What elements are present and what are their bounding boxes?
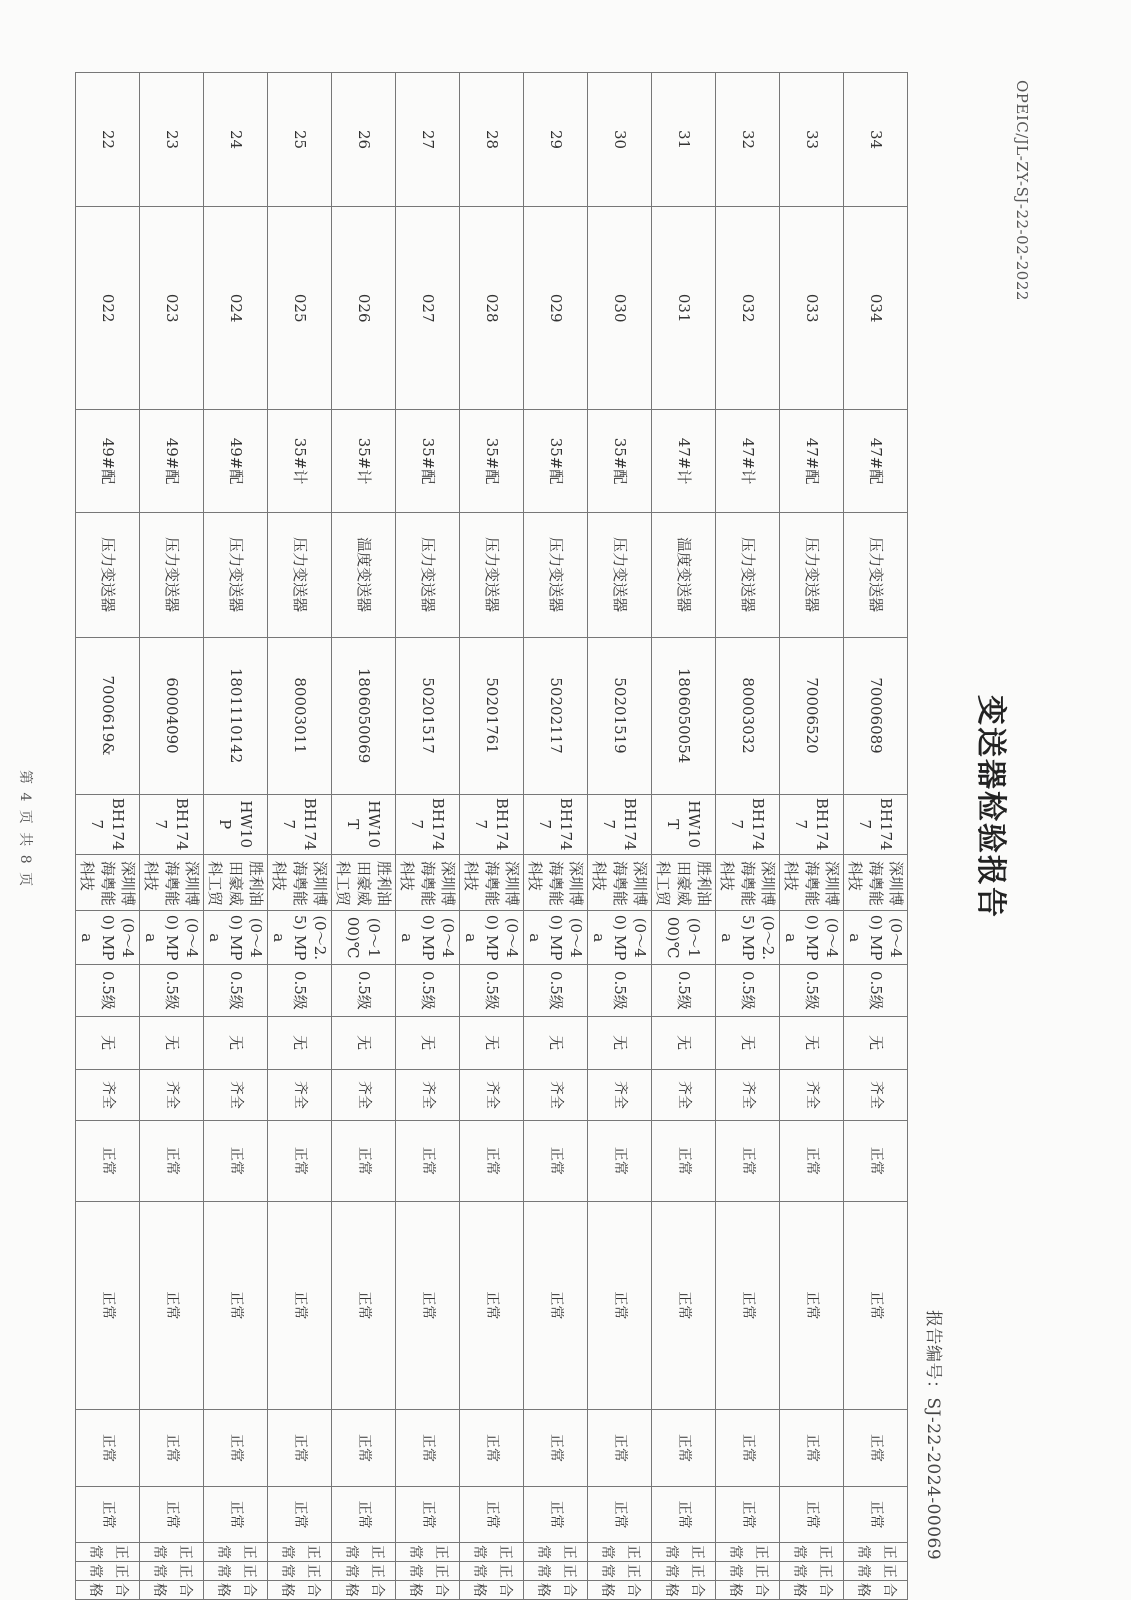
cell-maker: 胜利油田豪威科工贸 [204,854,268,910]
cell-serial: 60004090 [140,637,204,794]
cell-check-result: 合格 [524,1581,588,1600]
cell-model: BH1747 [524,794,588,854]
cell-defect: 无 [588,1016,652,1069]
cell-check-result: 正常 [332,1201,396,1409]
cell-grade: 0.5级 [76,965,140,1016]
cell-check-result: 齐全 [652,1069,716,1120]
cell-check-result: 齐全 [396,1069,460,1120]
cell-check-result: 正常 [652,1543,716,1562]
cell-type: 压力变送器 [140,512,204,637]
cell-check-result: 正常 [460,1120,524,1201]
table-row [780,73,844,1600]
cell-no: 28 [460,73,524,207]
cell-check-result: 正常 [204,1409,268,1486]
table-row [460,73,524,1600]
cell-range: (0～40) MPa [204,911,268,965]
document-code: OPEIC/JL-ZY-SJ-22-02-2022 [1013,80,1031,301]
cell-check-result: 正常 [460,1543,524,1562]
cell-code: 034 [844,207,908,410]
cell-serial: 50201519 [588,637,652,794]
cell-grade: 0.5级 [652,965,716,1016]
cell-check-result: 正常 [716,1543,780,1562]
cell-check-result: 正常 [652,1120,716,1201]
cell-code: 028 [460,207,524,410]
table-row [332,73,396,1600]
cell-check-result: 正常 [76,1120,140,1201]
cell-type: 压力变送器 [204,512,268,637]
cell-check-result: 正常 [140,1487,204,1543]
cell-maker: 深圳博海粤能科技 [76,854,140,910]
cell-check-result: 正常 [780,1409,844,1486]
cell-check-result: 正常 [588,1562,652,1581]
cell-check-result: 正常 [780,1562,844,1581]
cell-code: 030 [588,207,652,410]
cell-model: HW10T [652,794,716,854]
cell-defect: 无 [460,1016,524,1069]
cell-check-result: 齐全 [524,1069,588,1120]
table-row [204,73,268,1600]
table-row [396,73,460,1600]
cell-defect: 无 [396,1016,460,1069]
cell-serial: 80003011 [268,637,332,794]
cell-check-result: 正常 [524,1543,588,1562]
cell-check-result: 合格 [396,1581,460,1600]
cell-check-result: 正常 [76,1562,140,1581]
cell-check-result: 正常 [588,1201,652,1409]
cell-no: 23 [140,73,204,207]
cell-check-result: 正常 [652,1562,716,1581]
cell-location: 35#配 [460,410,524,512]
cell-model: BH1747 [588,794,652,854]
cell-no: 22 [76,73,140,207]
cell-no: 29 [524,73,588,207]
transmitter-table [75,72,908,1600]
cell-location: 47#计 [652,410,716,512]
cell-range: (0～40) MPa [588,911,652,965]
cell-maker: 深圳博海粤能科技 [524,854,588,910]
cell-grade: 0.5级 [524,965,588,1016]
cell-code: 032 [716,207,780,410]
cell-check-result: 正常 [76,1487,140,1543]
cell-check-result: 合格 [140,1581,204,1600]
cell-grade: 0.5级 [844,965,908,1016]
cell-grade: 0.5级 [268,965,332,1016]
cell-check-result: 正常 [652,1409,716,1486]
cell-type: 压力变送器 [76,512,140,637]
cell-defect: 无 [524,1016,588,1069]
cell-maker: 胜利油田豪威科工贸 [332,854,396,910]
cell-type: 压力变送器 [396,512,460,637]
cell-serial: 7000619& [76,637,140,794]
cell-check-result: 正常 [588,1120,652,1201]
cell-location: 47#计 [716,410,780,512]
cell-location: 47#配 [844,410,908,512]
cell-model: BH1747 [780,794,844,854]
cell-range: (0～40) MPa [780,911,844,965]
table-row [588,73,652,1600]
cell-check-result: 正常 [396,1120,460,1201]
cell-check-result: 正常 [204,1562,268,1581]
table-body [76,73,908,1600]
cell-check-result: 正常 [140,1409,204,1486]
cell-check-result: 正常 [332,1409,396,1486]
cell-maker: 胜利油田豪威科工贸 [652,854,716,910]
cell-no: 25 [268,73,332,207]
cell-location: 35#配 [588,410,652,512]
cell-check-result: 正常 [780,1487,844,1543]
cell-serial: 50201517 [396,637,460,794]
cell-serial: 50202117 [524,637,588,794]
report-number: 报告编号：SJ-22-2024-00069 [923,1310,943,1561]
cell-range: (0～40) MPa [460,911,524,965]
cell-check-result: 正常 [268,1562,332,1581]
cell-check-result: 合格 [716,1581,780,1600]
cell-defect: 无 [332,1016,396,1069]
cell-grade: 0.5级 [396,965,460,1016]
cell-code: 023 [140,207,204,410]
cell-model: BH1747 [716,794,780,854]
cell-maker: 深圳博海粤能科技 [268,854,332,910]
cell-check-result: 正常 [204,1487,268,1543]
cell-check-result: 合格 [780,1581,844,1600]
cell-location: 35#配 [396,410,460,512]
cell-defect: 无 [140,1016,204,1069]
cell-code: 022 [76,207,140,410]
cell-check-result: 正常 [652,1487,716,1543]
cell-range: (0～40) MPa [396,911,460,965]
cell-check-result: 正常 [780,1201,844,1409]
cell-check-result: 正常 [780,1543,844,1562]
cell-no: 34 [844,73,908,207]
cell-check-result: 齐全 [332,1069,396,1120]
cell-location: 35#配 [524,410,588,512]
cell-check-result: 正常 [844,1409,908,1486]
cell-check-result: 正常 [588,1409,652,1486]
cell-range: (0～100)℃ [332,911,396,965]
cell-check-result: 正常 [140,1543,204,1562]
cell-check-result: 正常 [140,1201,204,1409]
cell-check-result: 正常 [268,1409,332,1486]
cell-no: 31 [652,73,716,207]
cell-serial: 70006089 [844,637,908,794]
table-row [140,73,204,1600]
cell-location: 35#计 [268,410,332,512]
cell-check-result: 正常 [588,1487,652,1543]
cell-serial: 1806050054 [652,637,716,794]
cell-check-result: 齐全 [460,1069,524,1120]
cell-check-result: 正常 [524,1120,588,1201]
cell-range: (0～40) MPa [76,911,140,965]
cell-type: 压力变送器 [780,512,844,637]
cell-model: BH1747 [76,794,140,854]
cell-check-result: 正常 [460,1409,524,1486]
cell-type: 压力变送器 [268,512,332,637]
cell-serial: 70006520 [780,637,844,794]
report-title: 变送器检验报告 [973,695,1008,919]
cell-check-result: 齐全 [268,1069,332,1120]
cell-check-result: 正常 [524,1487,588,1543]
cell-check-result: 正常 [140,1562,204,1581]
cell-model: BH1747 [268,794,332,854]
cell-serial: 80003032 [716,637,780,794]
cell-check-result: 齐全 [140,1069,204,1120]
cell-check-result: 正常 [524,1201,588,1409]
cell-maker: 深圳博海粤能科技 [588,854,652,910]
cell-model: BH1747 [460,794,524,854]
cell-code: 031 [652,207,716,410]
cell-type: 温度变送器 [652,512,716,637]
cell-check-result: 正常 [716,1409,780,1486]
cell-defect: 无 [76,1016,140,1069]
table-row [524,73,588,1600]
cell-check-result: 合格 [332,1581,396,1600]
cell-check-result: 齐全 [76,1069,140,1120]
cell-range: (0～40) MPa [524,911,588,965]
cell-code: 024 [204,207,268,410]
cell-check-result: 正常 [844,1201,908,1409]
cell-check-result: 正常 [524,1409,588,1486]
table-row [652,73,716,1600]
cell-check-result: 正常 [332,1562,396,1581]
cell-grade: 0.5级 [588,965,652,1016]
cell-check-result: 正常 [780,1120,844,1201]
cell-check-result: 齐全 [716,1069,780,1120]
cell-grade: 0.5级 [460,965,524,1016]
cell-check-result: 正常 [396,1201,460,1409]
cell-defect: 无 [844,1016,908,1069]
cell-check-result: 正常 [844,1120,908,1201]
cell-check-result: 正常 [460,1201,524,1409]
cell-model: HW10P [204,794,268,854]
cell-grade: 0.5级 [780,965,844,1016]
cell-no: 33 [780,73,844,207]
cell-check-result: 正常 [204,1543,268,1562]
cell-serial: 1806050069 [332,637,396,794]
cell-defect: 无 [204,1016,268,1069]
cell-type: 压力变送器 [716,512,780,637]
table-row [716,73,780,1600]
cell-check-result: 正常 [268,1543,332,1562]
cell-grade: 0.5级 [140,965,204,1016]
cell-check-result: 正常 [268,1120,332,1201]
cell-check-result: 正常 [652,1201,716,1409]
cell-check-result: 正常 [844,1562,908,1581]
cell-range: (0～40) MPa [844,911,908,965]
cell-check-result: 正常 [716,1487,780,1543]
cell-defect: 无 [652,1016,716,1069]
cell-range: (0～2.5) MPa [268,911,332,965]
cell-check-result: 齐全 [204,1069,268,1120]
cell-check-result: 正常 [396,1409,460,1486]
cell-check-result: 正常 [524,1562,588,1581]
cell-range: (0～40) MPa [140,911,204,965]
cell-check-result: 齐全 [588,1069,652,1120]
cell-grade: 0.5级 [716,965,780,1016]
cell-check-result: 正常 [76,1201,140,1409]
cell-check-result: 正常 [844,1543,908,1562]
page-number: 第 4 页 共 8 页 [17,770,33,889]
cell-check-result: 正常 [204,1120,268,1201]
cell-maker: 深圳博海粤能科技 [716,854,780,910]
cell-maker: 深圳博海粤能科技 [140,854,204,910]
cell-check-result: 正常 [460,1487,524,1543]
cell-location: 35#计 [332,410,396,512]
cell-defect: 无 [780,1016,844,1069]
cell-type: 压力变送器 [588,512,652,637]
table-row [268,73,332,1600]
cell-type: 压力变送器 [844,512,908,637]
cell-check-result: 正常 [396,1562,460,1581]
cell-check-result: 正常 [716,1120,780,1201]
cell-code: 025 [268,207,332,410]
cell-check-result: 正常 [716,1201,780,1409]
cell-model: BH1747 [140,794,204,854]
cell-maker: 深圳博海粤能科技 [460,854,524,910]
cell-check-result: 合格 [204,1581,268,1600]
cell-check-result: 正常 [140,1120,204,1201]
cell-location: 49#配 [76,410,140,512]
cell-check-result: 正常 [268,1201,332,1409]
cell-check-result: 正常 [396,1543,460,1562]
cell-location: 47#配 [780,410,844,512]
cell-check-result: 正常 [76,1409,140,1486]
cell-check-result: 正常 [332,1487,396,1543]
cell-code: 029 [524,207,588,410]
cell-grade: 0.5级 [332,965,396,1016]
cell-type: 压力变送器 [524,512,588,637]
cell-check-result: 齐全 [844,1069,908,1120]
cell-check-result: 合格 [76,1581,140,1600]
cell-check-result: 正常 [716,1562,780,1581]
cell-maker: 深圳博海粤能科技 [844,854,908,910]
cell-check-result: 正常 [332,1543,396,1562]
cell-model: BH1747 [396,794,460,854]
cell-check-result: 合格 [588,1581,652,1600]
cell-range: (0～2.5) MPa [716,911,780,965]
cell-no: 24 [204,73,268,207]
cell-location: 49#配 [204,410,268,512]
cell-model: BH1747 [844,794,908,854]
cell-check-result: 正常 [844,1487,908,1543]
cell-code: 033 [780,207,844,410]
cell-check-result: 合格 [460,1581,524,1600]
cell-serial: 50201761 [460,637,524,794]
cell-maker: 深圳博海粤能科技 [780,854,844,910]
cell-type: 压力变送器 [460,512,524,637]
cell-no: 30 [588,73,652,207]
cell-maker: 深圳博海粤能科技 [396,854,460,910]
cell-no: 27 [396,73,460,207]
table-row [844,73,908,1600]
cell-check-result: 合格 [652,1581,716,1600]
cell-check-result: 正常 [204,1201,268,1409]
cell-check-result: 合格 [268,1581,332,1600]
cell-check-result: 正常 [460,1562,524,1581]
cell-range: (0～100)℃ [652,911,716,965]
cell-code: 027 [396,207,460,410]
cell-check-result: 正常 [268,1487,332,1543]
cell-check-result: 合格 [844,1581,908,1600]
cell-grade: 0.5级 [204,965,268,1016]
cell-check-result: 正常 [76,1543,140,1562]
cell-check-result: 齐全 [780,1069,844,1120]
cell-no: 32 [716,73,780,207]
table-row [76,73,140,1600]
cell-defect: 无 [268,1016,332,1069]
cell-location: 49#配 [140,410,204,512]
cell-type: 温度变送器 [332,512,396,637]
cell-code: 026 [332,207,396,410]
cell-serial: 1801110142 [204,637,268,794]
cell-no: 26 [332,73,396,207]
cell-model: HW10T [332,794,396,854]
cell-check-result: 正常 [332,1120,396,1201]
cell-check-result: 正常 [396,1487,460,1543]
cell-defect: 无 [716,1016,780,1069]
cell-check-result: 正常 [588,1543,652,1562]
